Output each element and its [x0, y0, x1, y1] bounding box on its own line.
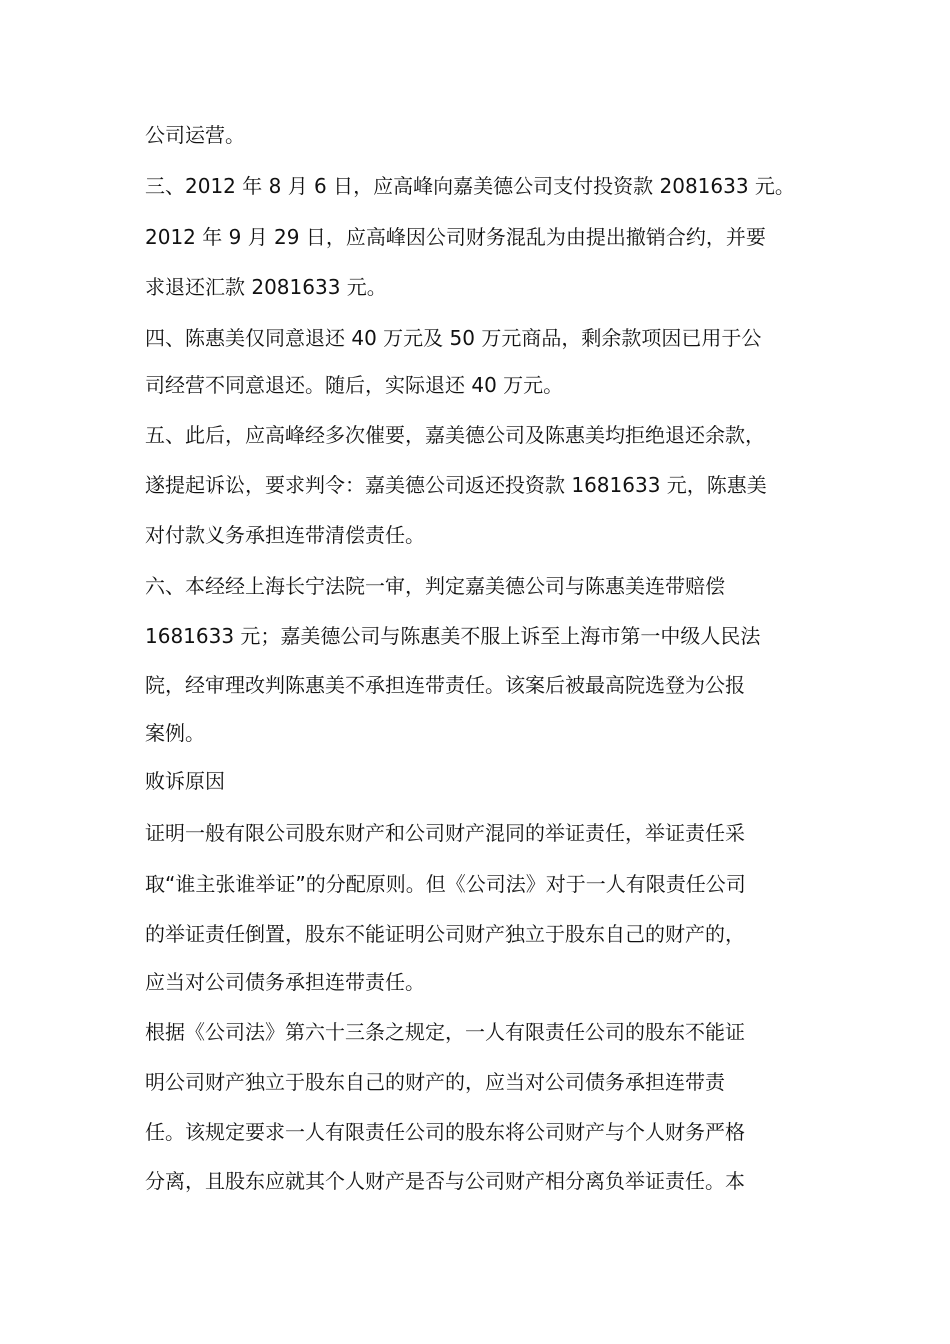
text-line: 1681633 元；嘉美德公司与陈惠美不服上诉至上海市第一中级人民法 [145, 624, 761, 648]
text-line: 根据《公司法》第六十三条之规定，一人有限责任公司的股东不能证 [145, 1020, 745, 1044]
text-line: 六、本经经上海长宁法院一审，判定嘉美德公司与陈惠美连带赔偿 [145, 574, 725, 598]
text-line: 分离，且股东应就其个人财产是否与公司财产相分离负举证责任。本 [145, 1169, 745, 1193]
text-line: 求退还汇款 2081633 元。 [145, 275, 387, 299]
text-line: 2012 年 9 月 29 日，应高峰因公司财务混乱为由提出撤销合约，并要 [145, 225, 766, 249]
text-line: 应当对公司债务承担连带责任。 [145, 970, 425, 994]
text-line: 对付款义务承担连带清偿责任。 [145, 523, 425, 547]
text-line: 院，经审理改判陈惠美不承担连带责任。该案后被最高院选登为公报 [145, 673, 745, 697]
section-heading: 败诉原因 [145, 769, 225, 793]
text-line: 五、此后，应高峰经多次催要，嘉美德公司及陈惠美均拒绝退还余款， [145, 423, 765, 447]
text-line: 遂提起诉讼，要求判令：嘉美德公司返还投资款 1681633 元，陈惠美 [145, 473, 767, 497]
text-line: 明公司财产独立于股东自己的财产的，应当对公司债务承担连带责 [145, 1070, 725, 1094]
text-line: 司经营不同意退还。随后，实际退还 40 万元。 [145, 373, 564, 397]
text-line: 任。该规定要求一人有限责任公司的股东将公司财产与个人财务严格 [145, 1120, 745, 1144]
text-line: 证明一般有限公司股东财产和公司财产混同的举证责任，举证责任采 [145, 821, 745, 845]
text-line: 四、陈惠美仅同意退还 40 万元及 50 万元商品，剩余款项因已用于公 [145, 326, 762, 350]
text-line: 三、2012 年 8 月 6 日，应高峰向嘉美德公司支付投资款 2081633 元。 [145, 174, 795, 198]
text-line: 公司运营。 [145, 123, 245, 147]
text-line: 取“谁主张谁举证”的分配原则。但《公司法》对于一人有限责任公司 [145, 872, 746, 896]
text-line: 的举证责任倒置，股东不能证明公司财产独立于股东自己的财产的， [145, 922, 745, 946]
text-line: 案例。 [145, 721, 205, 745]
